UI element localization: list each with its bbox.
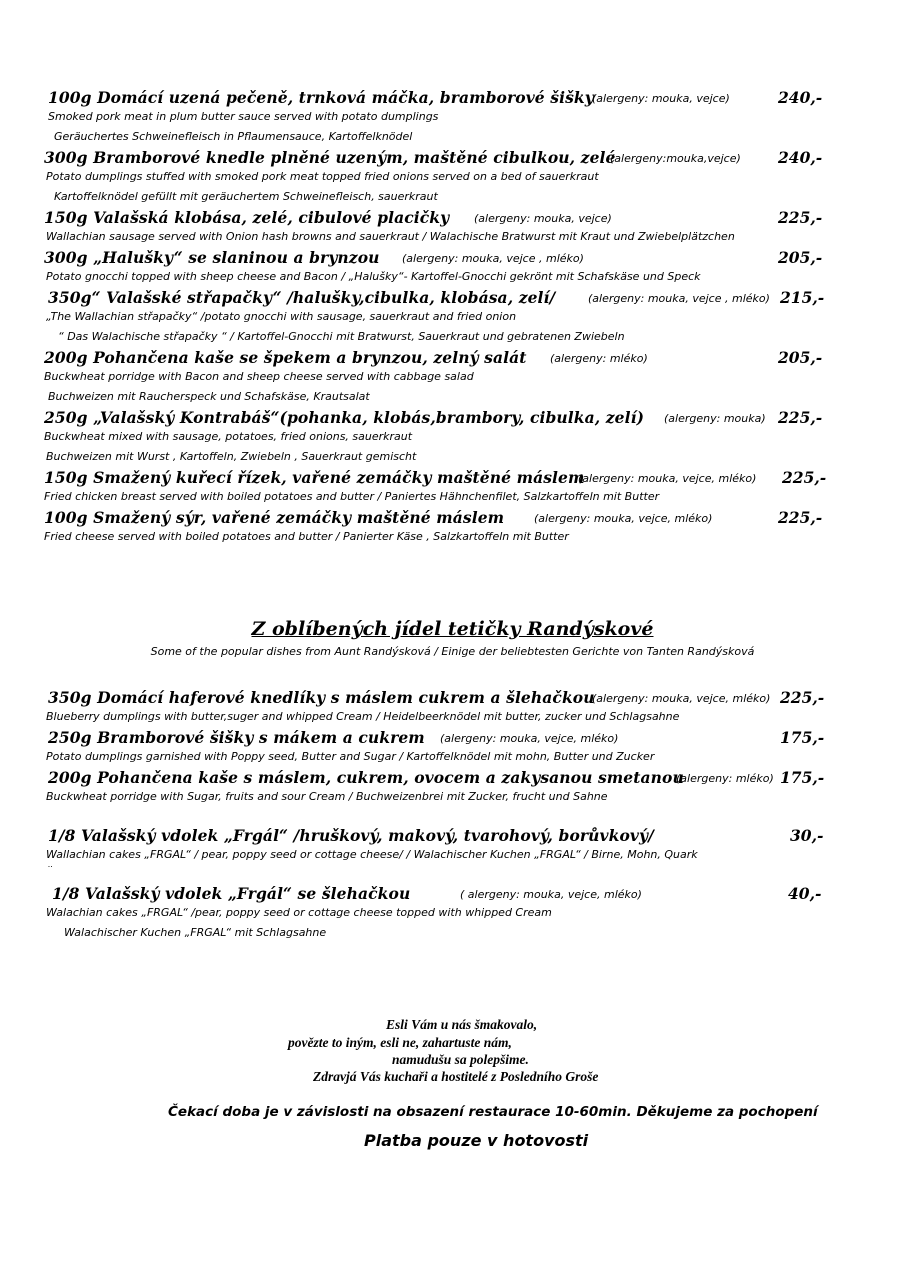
item-desc-de: Geräuchertes Schweinefleisch in Pflaumensauce, Kartoffelknödel [54,130,413,143]
item-allergens: (alergeny: mouka) [664,412,766,425]
closing-line: Esli Vám u nás šmakovalo, [386,1017,538,1032]
item-title: 150g Valašská klobása, zelé, cibulové placičky [44,208,450,227]
item-title: 350g Domácí haferové knedlíky s máslem cukrem a šlehačkou [48,688,595,707]
item-desc-de: Buchweizen mit Raucherspeck und Schafskäse, Krautsalat [48,390,370,403]
item-desc-en: „The Wallachian střapačky“ /potato gnocchi with sausage, sauerkraut and fried onion [46,310,517,323]
item-title: 300g Bramborové knedle plněné uzeným, maštěné cibulkou, zelé [44,148,616,167]
item-title: 1/8 Valašský vdolek „Frgál“ /hruškový, makový, tvarohový, borůvkový/ [48,826,654,845]
item-desc: Blueberry dumplings with butter,suger and whipped Cream / Heidelbeerknödel mit butter, zucker und Schlagsahne [46,710,680,723]
item-desc: Potato gnocchi topped with sheep cheese and Bacon / „Halušky“- Kartoffel-Gnocchi gekrönt mit Schafskäse und Speck [46,270,701,283]
item-desc-en: Potato dumplings stuffed with smoked pork meat topped fried onions served on a bed of sauerkraut [46,170,599,183]
item-title: 350g“ Valašské střapačky“ /halušky,cibulka, klobása, zelí/ [48,288,556,307]
item-title: 250g Bramborové šišky s mákem a cukrem [48,728,425,747]
item-allergens: (alergeny: mouka, vejce , mléko) [588,292,770,305]
item-price: 225,- [778,508,823,527]
item-desc-de: “ Das Walachische střapačky “ / Kartoffel-Gnocchi mit Bratwurst, Sauerkraut und gebratenen Zwiebeln [58,330,625,343]
item-price: 40,- [788,884,822,903]
item-desc: Fried cheese served with boiled potatoes and butter / Panierter Käse , Salzkartoffeln mit Butter [44,530,569,543]
item-desc-en: Buckwheat porridge with Bacon and sheep cheese served with cabbage salad [44,370,474,383]
item-desc-marker: .. [48,860,54,869]
closing-line: Zdravjá Vás kuchaři a hostitelé z Posledního Groše [313,1069,599,1084]
item-allergens: (alergeny: mouka, vejce, mléko) [592,692,771,705]
item-title: 150g Smažený kuřecí řízek, vařené zemáčky maštěné máslem [44,468,585,487]
item-allergens: (alergeny: mouka, vejce , mléko) [402,252,584,265]
item-price: 205,- [778,248,823,267]
section-heading: Z oblíbených jídel tetičky Randýskové [251,618,654,640]
item-price: 205,- [778,348,823,367]
wait-time-notice: Čekací doba je v závislosti na obsazení restaurace 10-60min. Děkujeme za pochopení [168,1104,818,1120]
item-desc-en: Buckwheat mixed with sausage, potatoes, fried onions, sauerkraut [44,430,413,443]
item-allergens: (alergeny: mouka, vejce, mléko) [534,512,713,525]
item-title: 250g „Valašský Kontrabáš“(pohanka, klobás,brambory, cibulka, zelí) [44,408,645,427]
item-title: 200g Pohančena kaše se špekem a brynzou, zelný salát [44,348,527,367]
item-allergens: (alergeny: mouka, vejce) [474,212,612,225]
item-price: 240,- [778,88,823,107]
item-allergens: ( alergeny: mouka, vejce, mléko) [460,888,642,901]
item-allergens: (alergeny: mouka, vejce) [592,92,730,105]
item-allergens: (alergeny: mouka, vejce, mléko) [578,472,757,485]
item-desc-de: Kartoffelknödel gefüllt mit geräuchertem Schweinefleisch, sauerkraut [54,190,438,203]
item-price: 225,- [782,468,827,487]
item-desc-de: Walachischer Kuchen „FRGAL“ mit Schlagsahne [64,926,327,939]
section-subheading: Some of the popular dishes from Aunt Randýsková / Einige der beliebtesten Gerichte von Tanten Randýsková [150,645,755,658]
item-price: 215,- [780,288,825,307]
item-price: 240,- [778,148,823,167]
item-title: 1/8 Valašský vdolek „Frgál“ se šlehačkou [52,884,411,903]
payment-notice: Platba pouze v hotovosti [364,1131,589,1150]
item-price: 225,- [780,688,825,707]
closing-line: namudušu sa polepšime. [392,1052,529,1067]
closing-line: povězte to iným, esli ne, zahartuste nám, [288,1035,512,1050]
item-price: 225,- [778,208,823,227]
item-title: 200g Pohančena kaše s máslem, cukrem, ovocem a zakysanou smetanou [48,768,684,787]
item-desc-en: Walachian cakes „FRGAL“ /pear, poppy seed or cottage cheese topped with whipped Cream [46,906,552,919]
item-desc-en: Smoked pork meat in plum butter sauce served with potato dumplings [48,110,439,123]
item-allergens: (alergeny: mouka, vejce, mléko) [440,732,619,745]
item-desc-de: Buchweizen mit Wurst , Kartoffeln, Zwiebeln , Sauerkraut gemischt [46,450,417,463]
item-desc: Potato dumplings garnished with Poppy seed, Butter and Sugar / Kartoffelknödel mit mohn, Butter und Zucker [46,750,655,763]
item-price: 225,- [778,408,823,427]
item-desc: Fried chicken breast served with boiled potatoes and butter / Paniertes Hähnchenfilet, Salzkartoffeln mit Butter [44,490,660,503]
item-title: 100g Smažený sýr, vařené zemáčky maštěné máslem [44,508,505,527]
item-allergens: (alergeny:mouka,vejce) [610,152,741,165]
item-desc: Buckwheat porridge with Sugar, fruits and sour Cream / Buchweizenbrei mit Zucker, frucht und Sahne [46,790,608,803]
item-desc: Wallachian sausage served with Onion hash browns and sauerkraut / Walachische Bratwurst mit Kraut und Zwiebelplätzchen [46,230,735,243]
item-title: 300g „Halušky“ se slaninou a brynzou [44,248,380,267]
item-allergens: (alergeny: mléko) [550,352,648,365]
item-allergens: (alergeny: mléko) [676,772,774,785]
item-title: 100g Domácí uzená pečeně, trnková máčka, bramborové šišky [48,88,594,107]
item-price: 30,- [790,826,824,845]
item-price: 175,- [780,768,825,787]
item-price: 175,- [780,728,825,747]
item-desc: Wallachian cakes „FRGAL“ / pear, poppy seed or cottage cheese/ / Walachischer Kuchen „FRGAL“ / Birne, Mohn, Quark [46,848,698,861]
